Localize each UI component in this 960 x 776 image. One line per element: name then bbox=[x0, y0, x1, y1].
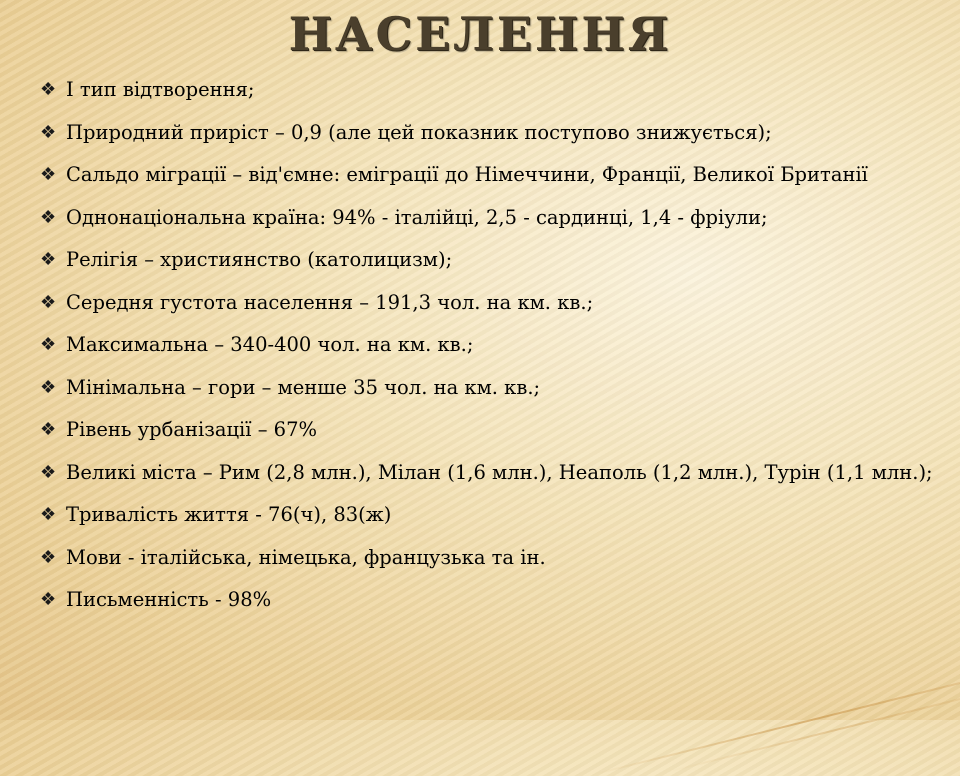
bullet-text: Однонаціональна країна: 94% - італійці, 2,5 - сардинці, 1,4 - фріули; bbox=[66, 205, 768, 229]
decorative-line bbox=[669, 698, 960, 773]
four-petal-diamond-icon: ❖ bbox=[40, 206, 57, 228]
bullet-text: Мінімальна – гори – менше 35 чол. на км. кв.; bbox=[66, 375, 541, 399]
bullet-item bbox=[40, 78, 936, 102]
bullet-item bbox=[40, 248, 936, 272]
bullet-text: Рівень урбанізації – 67% bbox=[66, 418, 318, 441]
bullet-item bbox=[40, 121, 936, 145]
bullet-text: Сальдо міграції – від'ємне: еміграції до Німеччини, Франції, Великої Британії bbox=[66, 163, 868, 186]
four-petal-diamond-icon: ❖ bbox=[40, 461, 57, 483]
four-petal-diamond-icon: ❖ bbox=[40, 589, 57, 610]
bullet-item bbox=[40, 546, 936, 570]
four-petal-diamond-icon: ❖ bbox=[40, 546, 57, 568]
bullet-text: Максимальна – 340-400 чол. на км. кв.; bbox=[66, 333, 474, 356]
bullet-item bbox=[40, 333, 936, 357]
bullet-item bbox=[40, 163, 936, 187]
decorative-line bbox=[591, 682, 960, 776]
bullet-list bbox=[40, 78, 936, 631]
four-petal-diamond-icon: ❖ bbox=[40, 164, 57, 185]
bullet-item bbox=[40, 291, 936, 315]
four-petal-diamond-icon: ❖ bbox=[40, 249, 57, 270]
four-petal-diamond-icon: ❖ bbox=[40, 334, 57, 355]
bullet-item bbox=[40, 503, 936, 527]
bullet-item bbox=[40, 376, 936, 400]
four-petal-diamond-icon: ❖ bbox=[40, 419, 57, 440]
bullet-item bbox=[40, 461, 936, 485]
four-petal-diamond-icon: ❖ bbox=[40, 291, 57, 313]
slide-title: НАСЕЛЕННЯ bbox=[288, 7, 672, 61]
four-petal-diamond-icon: ❖ bbox=[40, 79, 57, 100]
bullet-text: Мови - італійська, німецька, французька та ін. bbox=[66, 545, 546, 569]
four-petal-diamond-icon: ❖ bbox=[40, 376, 57, 398]
bullet-item bbox=[40, 206, 936, 230]
bullet-item bbox=[40, 588, 936, 612]
bullet-text: І тип відтворення; bbox=[66, 78, 255, 101]
bullet-text: Релігія – християнство (католицизм); bbox=[66, 248, 453, 271]
bullet-text: Природний приріст – 0,9 (але цей показник поступово знижується); bbox=[66, 120, 772, 144]
bullet-text: Тривалість життя - 76(ч), 83(ж) bbox=[66, 503, 392, 526]
four-petal-diamond-icon: ❖ bbox=[40, 121, 57, 143]
bullet-text: Великі міста – Рим (2,8 млн.), Мілан (1,6 млн.), Неаполь (1,2 млн.), Турін (1,1 млн.); bbox=[66, 460, 933, 484]
four-petal-diamond-icon: ❖ bbox=[40, 504, 57, 525]
bullet-text: Письменність - 98% bbox=[66, 588, 272, 611]
bullet-text: Середня густота населення – 191,3 чол. на км. кв.; bbox=[66, 290, 594, 314]
bullet-item bbox=[40, 418, 936, 442]
